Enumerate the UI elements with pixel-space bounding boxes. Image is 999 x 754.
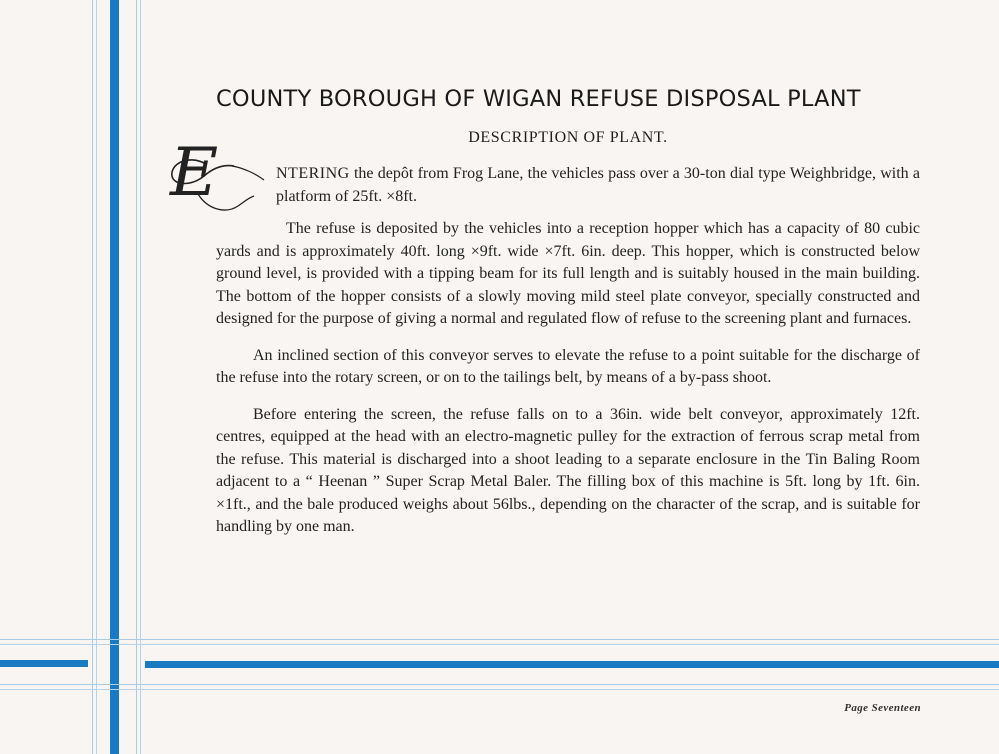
paragraph-3: An inclined section of this conveyor serves to elevate the refuse to a point suitable for the discharge of the refuse into the rotary screen, or on to the tailings belt, by means of a by-pass shoot. bbox=[216, 346, 920, 386]
drop-cap: E bbox=[170, 134, 219, 211]
paragraph-2: The refuse is deposited by the vehicles into a reception hopper which has a capacity of 80 cubic yards and is approximately 40ft. long ×9ft. wide ×7ft. 6in. deep. This hopper, which is constructed below ground level, is provided with a tipping beam for its full length and is suitably housed in the main building. The bottom of the hopper consists of a slowly moving mild steel plate conveyor, specially constructed and designed for the purpose of giving a normal and regulated flow of refuse to the screening plant and furnaces. bbox=[216, 220, 920, 327]
description-body bbox=[216, 163, 920, 539]
border-horizontal-thin-bottom-2 bbox=[0, 689, 999, 690]
paragraph-4: Before entering the screen, the refuse falls on to a 36in. wide belt conveyor, approximately 12ft. centres, equipped at the head with an electro-magnetic pulley for the extraction of ferrous scrap metal from the refuse. This material is discharged into a shoot leading to a separate enclosure in the Tin Baling Room adjacent to a “ Heenan ” Super Scrap Metal Baler. The filling box of this machine is 5ft. long by 1ft. 6in. ×1ft., and the bale produced weighs about 56lbs., depending on the character of the scrap, and is suitable for handling by one man. bbox=[216, 405, 920, 535]
paragraph-1-text: the depôt from Frog Lane, the vehicles pass over a 30-ton dial type Weighbridge, with a platform of 25ft. ×8ft. bbox=[276, 165, 920, 205]
page-heading: COUNTY BOROUGH OF WIGAN REFUSE DISPOSAL PLANT bbox=[216, 86, 861, 112]
border-vertical-thin-left-2 bbox=[96, 0, 97, 754]
border-horizontal-thin-top bbox=[0, 639, 999, 640]
border-horizontal-thick-left bbox=[0, 660, 88, 667]
page-number: Page Seventeen bbox=[844, 702, 921, 714]
border-horizontal-thin-top-2 bbox=[0, 644, 999, 645]
border-horizontal-thick-right bbox=[145, 661, 999, 668]
border-vertical-thick bbox=[110, 0, 119, 754]
border-horizontal-thin-bottom bbox=[0, 684, 999, 685]
border-vertical-thin-right-2 bbox=[140, 0, 141, 754]
section-subheading: DESCRIPTION OF PLANT. bbox=[468, 129, 668, 146]
paragraph-1-caps: NTERING bbox=[276, 165, 350, 182]
paragraph-1 bbox=[216, 163, 920, 208]
border-vertical-thin-left bbox=[92, 0, 93, 754]
border-vertical-thin-right bbox=[136, 0, 137, 754]
